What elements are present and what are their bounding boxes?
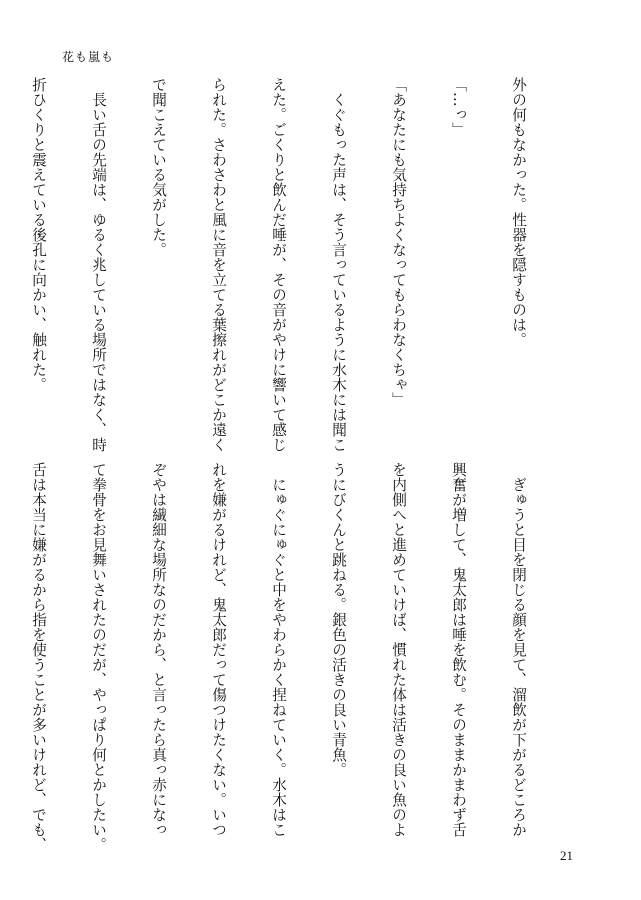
upper-text-block	[0, 77, 568, 452]
text-line: えた。ごくりと飲んだ唾が、その音がやけに響いて感じ	[270, 77, 287, 452]
page-number: 21	[560, 848, 573, 863]
text-line: ぎゅうと目を閉じる顔を見て、溜飲が下がるどころか	[510, 462, 527, 837]
lower-text-block	[0, 462, 568, 852]
text-line: にゅぐにゅぐと中をやわらかく捏ねていく。水木はこ	[270, 462, 287, 837]
text-line: 舌は本当に嫌がるから指を使うことが多いけれど、でも、	[30, 462, 47, 852]
text-line: て拳骨をお見舞いされたのだが、やっぱり何とかしたい。	[90, 462, 107, 852]
text-line: ぞやは繊細な場所なのだから、と言ったら真っ赤になっ	[150, 462, 167, 837]
text-line: 興奮が増して、鬼太郎は唾を飲む。そのままかまわず舌	[450, 462, 467, 837]
text-line: を内側へと進めていけば、慣れた体は活きの良い魚のよ	[390, 462, 407, 837]
running-header: 花も嵐も	[62, 50, 115, 64]
text-line: うにびくんと跳ねる。銀色の活きの良い青魚。	[330, 462, 347, 777]
text-line: られた。さわさわと風に音を立てる葉擦れがどこか遠く	[210, 77, 227, 452]
text-line: くぐもった声は、そう言っているように水木には聞こ	[330, 77, 347, 452]
text-line: 「…っ」	[450, 77, 467, 137]
text-line: 折ひくりと震えている後孔に向かい、触れた。	[30, 77, 47, 392]
text-line: で聞こえている気がした。	[150, 77, 167, 257]
text-line: 「あなたにも気持ちよくなってもらわなくちゃ」	[390, 77, 407, 407]
text-line: れを嫌がるけれど、鬼太郎だって傷つけたくない。いつ	[210, 462, 227, 837]
text-line: 長い舌の先端は、ゆるく兆している場所ではなく、時	[90, 77, 107, 452]
text-line: 外の何もなかった。性器を隠すものは。	[510, 77, 527, 347]
